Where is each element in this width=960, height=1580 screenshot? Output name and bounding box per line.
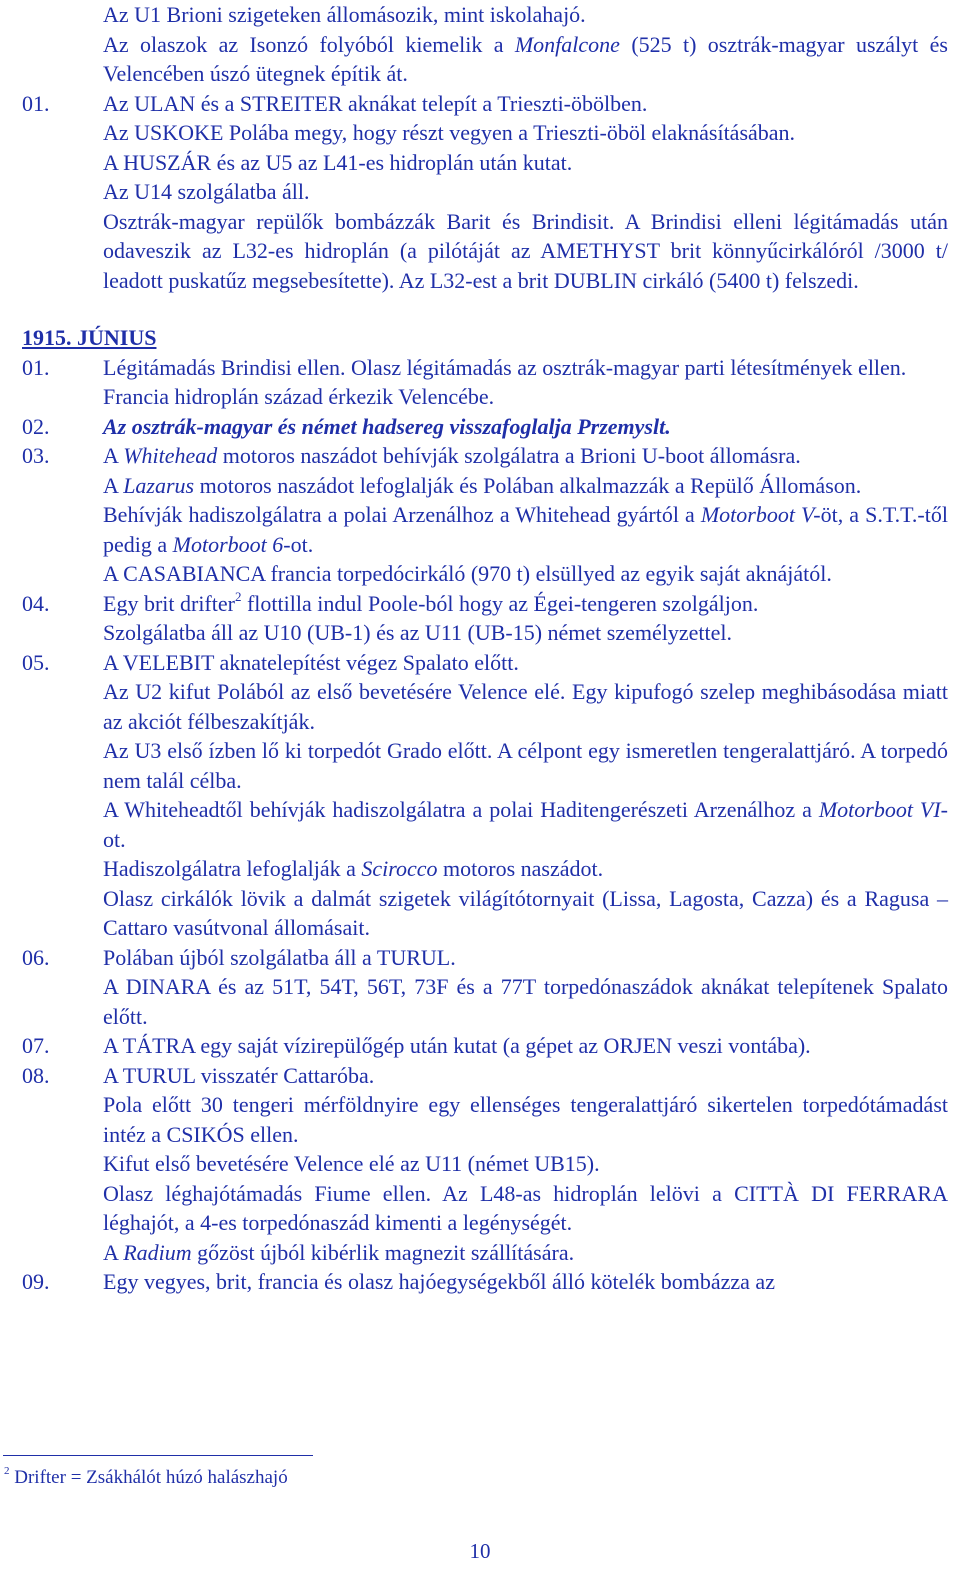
- paragraph: [103, 30, 948, 89]
- entry-paragraphs: [103, 0, 948, 89]
- paragraph: [103, 559, 948, 589]
- paragraph: [103, 943, 948, 973]
- text-run: Az U1 Brioni szigeteken állomásozik, mint iskolahajó.: [103, 2, 586, 27]
- page-number: 10: [469, 1539, 491, 1563]
- day-entry: [22, 943, 948, 1032]
- text-run: Az U3 első ízben lő ki torpedót Grado előtt. A célpont egy ismeretlen tengeralattjáró. A torpedó nem talál célba.: [103, 738, 948, 793]
- text-run: Radium: [123, 1239, 192, 1265]
- day-entry: [22, 1061, 948, 1268]
- text-run: Francia hidroplán század érkezik Velencébe.: [103, 384, 495, 409]
- day-number: 06.: [22, 944, 50, 970]
- text-run: Az olaszok az Isonzó folyóból kiemelik a: [103, 31, 515, 57]
- day-entry: [22, 648, 948, 943]
- text-run: motoros naszádot behívják szolgálatra a Brioni U-boot állomásra.: [217, 443, 801, 468]
- paragraph: [103, 972, 948, 1031]
- day-number: 04.: [22, 590, 50, 616]
- text-run: Olasz léghajótámadás Fiume ellen. Az L48-as hidroplán lelövi a CITTÀ DI FERRARA léghajót, a 4-es torpedónaszád kimenti a legénységét.: [103, 1180, 948, 1235]
- entry-paragraphs: [103, 353, 948, 412]
- entry-paragraphs: [103, 589, 948, 648]
- text-run: Motorboot 6: [172, 531, 284, 557]
- paragraph: [103, 353, 948, 383]
- text-run: Olasz cirkálók lövik a dalmát szigetek világítótornyait (Lissa, Lagosta, Cazza) és a Ragusa – Cattaro vasútvonal állomásait.: [103, 885, 948, 940]
- paragraph: [103, 441, 948, 471]
- paragraph: [103, 1267, 948, 1297]
- text-run: Szolgálatba áll az U10 (UB-1) és az U11 (UB-15) német személyzettel.: [103, 620, 733, 645]
- paragraph: [103, 1149, 948, 1179]
- entry-continued: [22, 0, 948, 89]
- text-run: A TÁTRA egy saját vízirepülőgép után kutat (a gépet az ORJEN veszi vontába).: [103, 1033, 811, 1058]
- paragraph: [103, 118, 948, 148]
- footnote-marker: 2: [4, 1464, 10, 1477]
- text-run: -ot.: [103, 797, 948, 852]
- day-entry: [22, 353, 948, 412]
- text-run: motoros naszádot lefoglalják és Polában alkalmazzák a Repülő Állomáson.: [194, 472, 862, 498]
- day-number: 03.: [22, 443, 50, 468]
- text-run: Az USKOKE Polába megy, hogy részt vegyen a Trieszti-öböl elaknásításában.: [103, 120, 796, 145]
- entry-paragraphs: [103, 943, 948, 1032]
- entry-paragraphs: [103, 441, 948, 589]
- text-run: (525 t) osztrák-magyar uszályt és Velencében úszó ütegnek építik át.: [103, 31, 948, 86]
- text-run: Motorboot VI: [818, 797, 941, 822]
- june-entries: [22, 353, 948, 1297]
- text-run: A: [103, 443, 124, 468]
- entry-paragraphs: [103, 1267, 948, 1297]
- paragraph: [103, 382, 948, 412]
- text-run: Osztrák-magyar repülők bombázzák Barit és Brindisit. A Brindisi elleni légitámadás után odaveszik az L32-es hidroplán (a pilótáját az AMETHYST brit könnyűcirkálóról /3000 t/ leadott puskatűz megsebesítette). Az L32-est a brit DUBLIN cirkáló (5400 t) felszedi.: [103, 208, 948, 293]
- text-run: Behívják hadiszolgálatra a polai Arzenálhoz a Whitehead gyártól a: [103, 502, 701, 527]
- day-number: 07.: [22, 1033, 50, 1058]
- text-run: -ot.: [283, 531, 314, 557]
- text-run: A CASABIANCA francia torpedócirkáló (970 t) elsüllyed az egyik saját aknájától.: [103, 561, 832, 586]
- text-run: Az ULAN és a STREITER aknákat telepít a Trieszti-öbölben.: [103, 90, 648, 116]
- text-run: öt, a S.T.T.-től pedig a: [103, 502, 948, 557]
- entry-paragraphs: [103, 648, 948, 943]
- entry-paragraphs: [103, 89, 948, 296]
- paragraph: [103, 148, 948, 178]
- text-run: A Whiteheadtől behívják hadiszolgálatra a polai Haditengerészeti Arzenálhoz a: [103, 797, 819, 822]
- text-run: Kifut első bevetésére Velence elé az U11 (német UB15).: [103, 1151, 600, 1176]
- body-text: [22, 0, 948, 1297]
- paragraph: [103, 0, 948, 30]
- text-run: Drifter = Zsákhálót húzó halászhajó: [9, 1467, 288, 1488]
- day-entry: [22, 589, 948, 648]
- day-number: 09.: [22, 1269, 50, 1294]
- paragraph: [103, 854, 948, 884]
- footnote-divider: [3, 1455, 313, 1456]
- entry-paragraphs: [103, 1061, 948, 1268]
- text-run: A VELEBIT aknatelepítést végez Spalato előtt.: [103, 649, 519, 675]
- footnote: [4, 1465, 288, 1491]
- text-run: Az U14 szolgálatba áll.: [103, 179, 310, 204]
- paragraph: [103, 677, 948, 736]
- paragraph: [103, 471, 948, 501]
- day-number: 02.: [22, 413, 50, 439]
- day-number: 01.: [22, 354, 50, 380]
- paragraph: [103, 207, 948, 296]
- section-heading: 1915. JÚNIUS: [22, 325, 157, 350]
- text-run: A DINARA és az 51T, 54T, 56T, 73F és a 77T torpedónaszádok aknákat telepítenek Spalato előtt.: [103, 974, 948, 1029]
- paragraph: [103, 500, 948, 559]
- text-run: Hadiszolgálatra lefoglalják a: [103, 856, 362, 881]
- paragraph: [103, 648, 948, 678]
- text-run: A: [103, 472, 124, 498]
- text-run: Whitehead: [123, 443, 218, 468]
- paragraph: [103, 884, 948, 943]
- day-entry: [22, 1267, 948, 1297]
- text-run: gőzöst újból kibérlik magnezit szállítására.: [191, 1239, 575, 1265]
- entry-paragraphs: [103, 412, 948, 442]
- day-entry: [22, 412, 948, 442]
- paragraph: [103, 795, 948, 854]
- paragraph: [103, 736, 948, 795]
- text-run: Légitámadás Brindisi ellen. Olasz légitámadás az osztrák-magyar parti létesítmények ellen.: [103, 354, 907, 380]
- text-run: motoros naszádot.: [437, 856, 604, 881]
- paragraph: [103, 1031, 948, 1061]
- text-run: Scirocco: [361, 856, 438, 881]
- day-number: 08.: [22, 1062, 50, 1088]
- day-number: 05.: [22, 649, 50, 675]
- text-run: Egy brit drifter: [103, 590, 235, 616]
- day-entry: [22, 1031, 948, 1061]
- text-run: Motorboot V-: [700, 502, 821, 527]
- day-entry: [22, 89, 948, 296]
- text-run: A TURUL visszatér Cattaróba.: [103, 1062, 375, 1088]
- paragraph: [103, 1238, 948, 1268]
- text-run: Polában újból szolgálatba áll a TURUL.: [103, 944, 456, 970]
- text-run: Az U2 kifut Polából az első bevetésére Velence elé. Egy kipufogó szelep meghibásodása miatt az akciót félbeszakítják.: [103, 679, 948, 734]
- text-run: Egy vegyes, brit, francia és olasz hajóegységekből álló kötelék bombázza az: [103, 1269, 775, 1294]
- text-run: Lazarus: [123, 472, 195, 498]
- text-run: A HUSZÁR és az U5 az L41-es hidroplán után kutat.: [103, 149, 573, 175]
- paragraph: [103, 1090, 948, 1149]
- paragraph: [103, 1061, 948, 1091]
- footnote-marker: 2: [234, 589, 242, 605]
- may-entries: [22, 89, 948, 296]
- paragraph: [103, 618, 948, 648]
- paragraph: [103, 589, 948, 619]
- paragraph: [103, 89, 948, 119]
- day-number: 01.: [22, 90, 50, 116]
- entry-paragraphs: [103, 1031, 948, 1061]
- paragraph: [103, 1179, 948, 1238]
- text-run: Pola előtt 30 tengeri mérföldnyire egy ellenséges tengeralattjáró sikertelen torpedótámadást intéz a CSIKÓS ellen.: [103, 1092, 948, 1147]
- text-run: Monfalcone: [514, 31, 620, 57]
- text-run: flottilla indul Poole-ból hogy az Égei-tengeren szolgáljon.: [241, 590, 759, 616]
- paragraph: [103, 177, 948, 207]
- day-entry: [22, 441, 948, 589]
- paragraph: [103, 412, 948, 442]
- text-run: A: [103, 1239, 124, 1265]
- text-run: Az osztrák-magyar és német hadsereg visszafoglalja Przemyslt.: [103, 413, 671, 439]
